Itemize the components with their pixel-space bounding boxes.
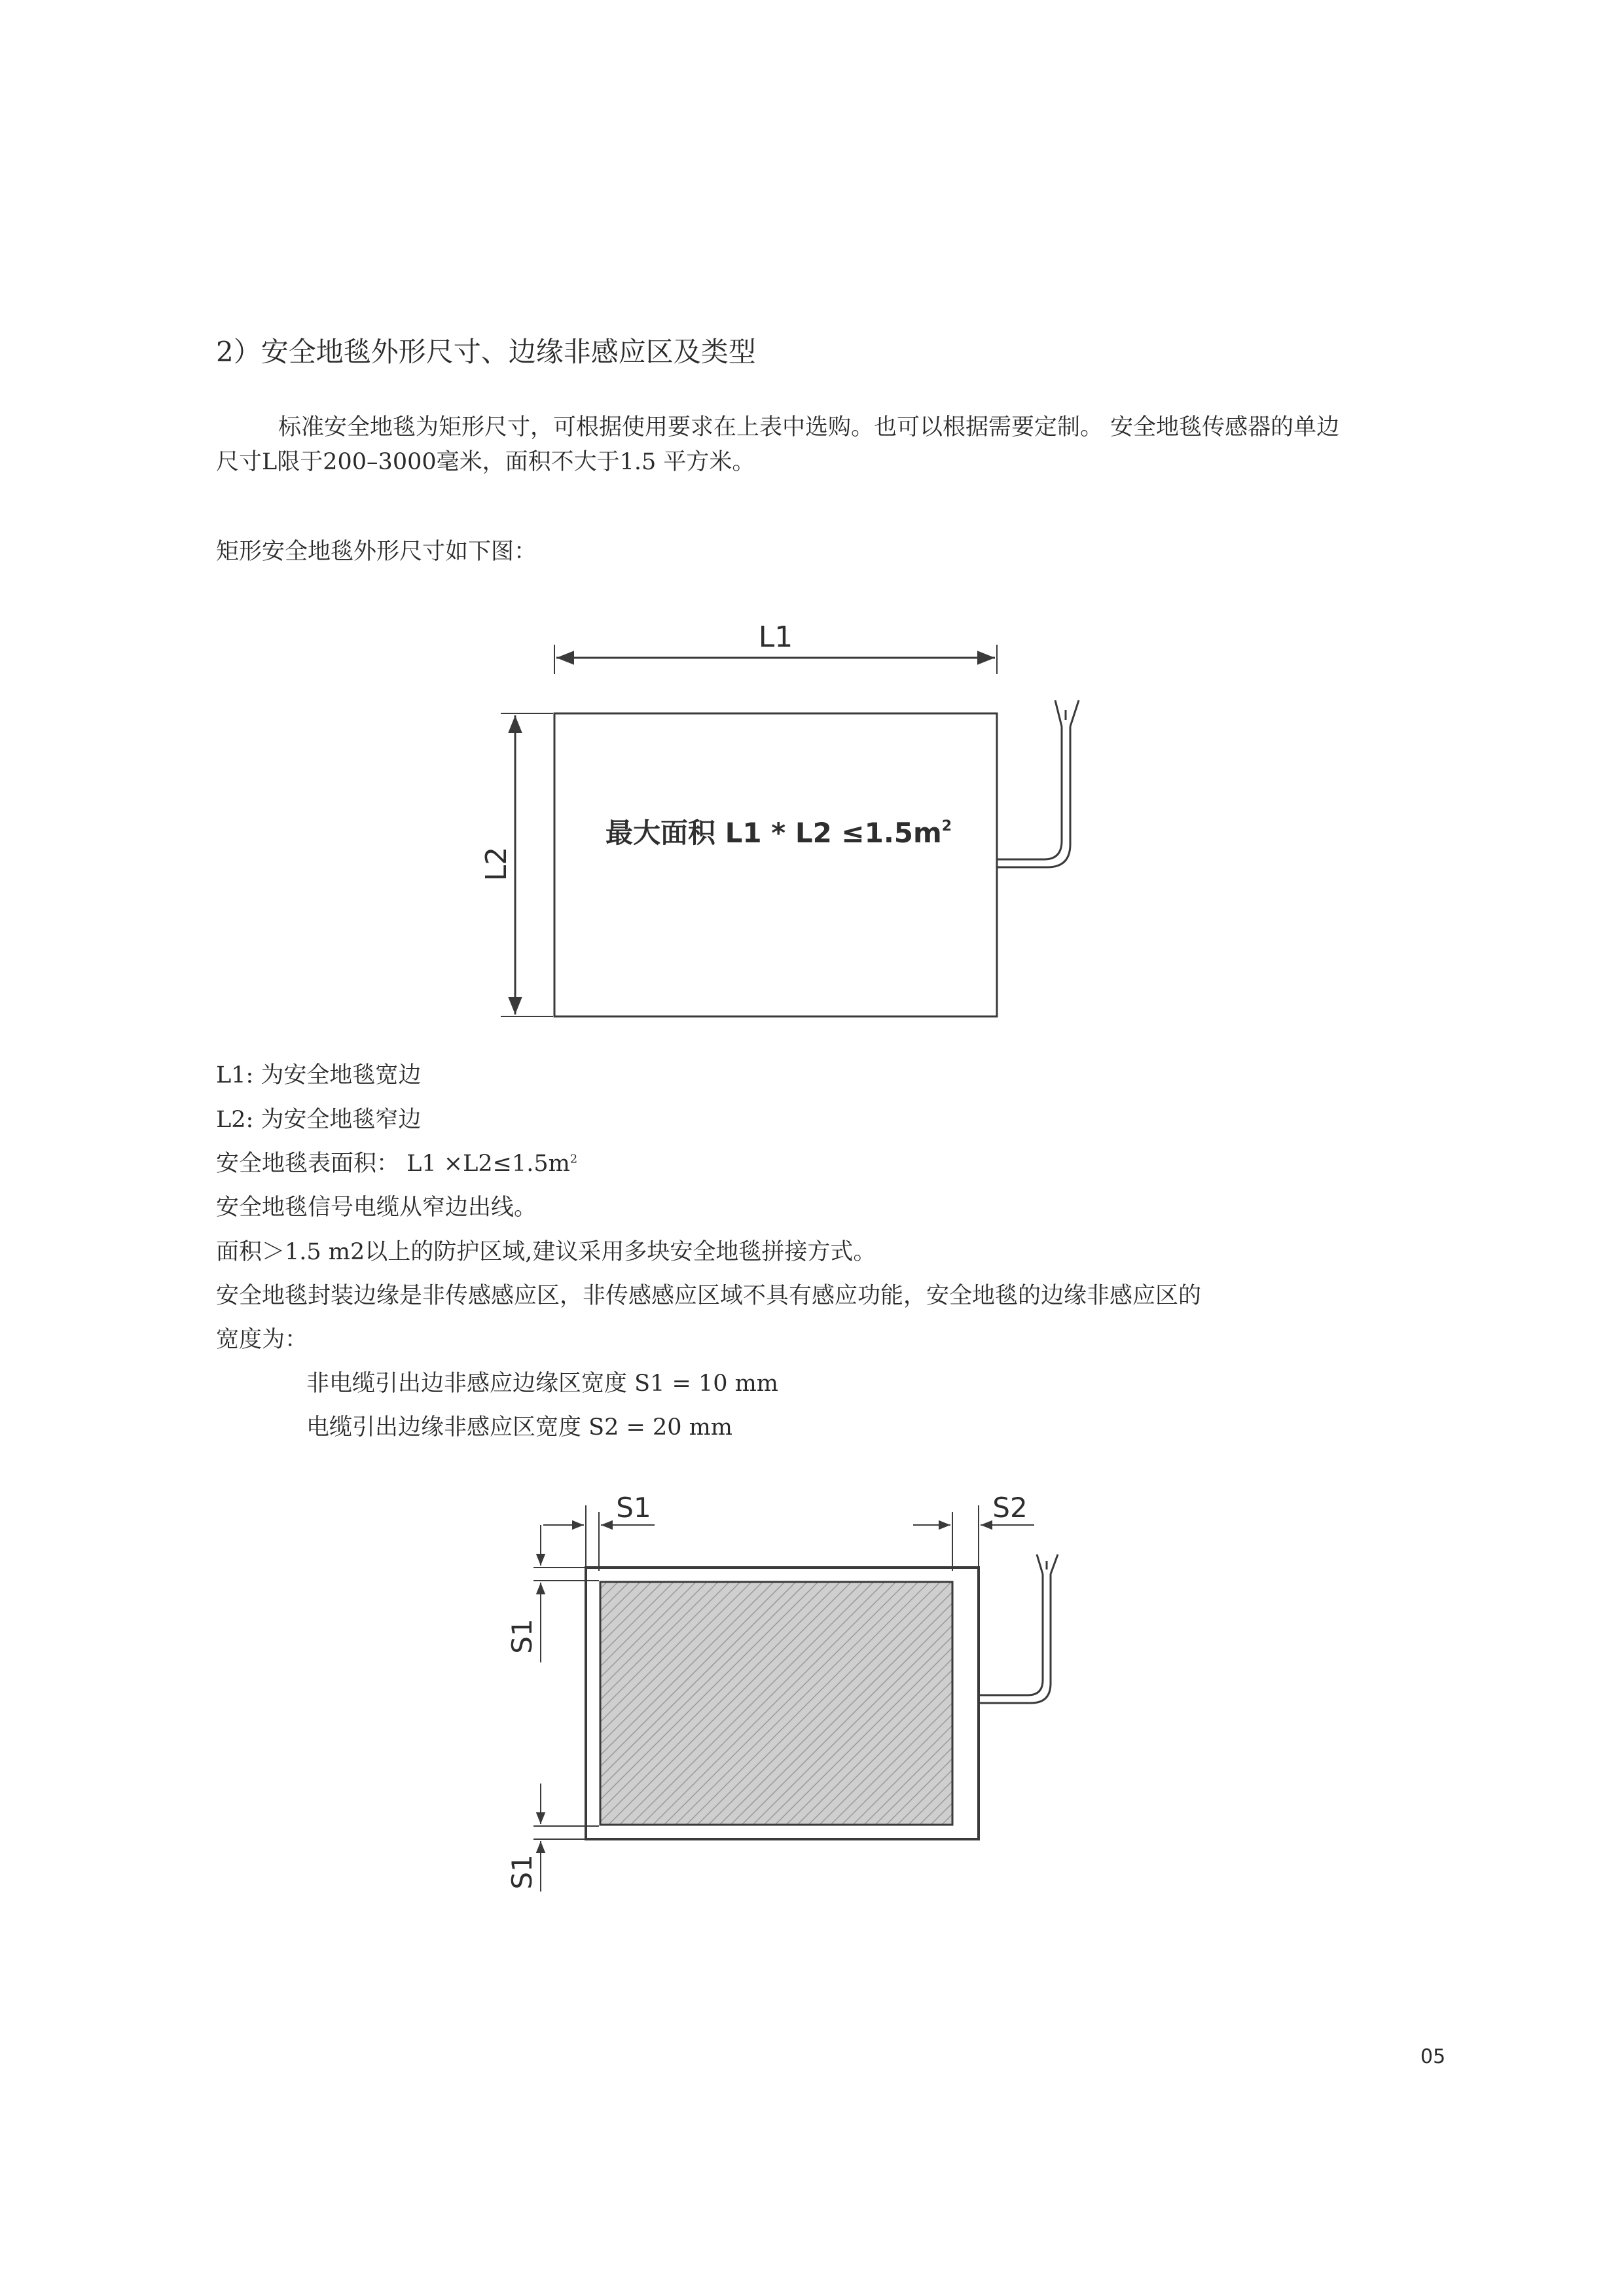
s1-top-label: S1	[616, 1492, 651, 1524]
paragraph-line-1: 标准安全地毯为矩形尺寸，可根据使用要求在上表中选购。也可以根据需要定制。 安全地毯传感器的单边	[278, 414, 1340, 440]
l1-definition: L1: 为安全地毯宽边	[216, 1062, 422, 1088]
s1-spec: 非电缆引出边非感应边缘区宽度 S1 = 10 mm	[306, 1371, 778, 1397]
section-heading: 2）安全地毯外形尺寸、边缘非感应区及类型	[216, 336, 756, 368]
l2-label: L2	[480, 846, 513, 882]
edge-note-line-1: 安全地毯封装边缘是非传感感应区，非传感感应区域不具有感应功能，安全地毯的边缘非感应区的	[216, 1283, 1202, 1309]
page-number: 05	[1420, 2045, 1446, 2068]
paragraph-line-2: 尺寸L限于200–3000毫米，面积不大于1.5 平方米。	[216, 449, 755, 475]
cable2-wire-ends-icon	[1037, 1554, 1058, 1574]
s2-top-label: S2	[992, 1492, 1028, 1524]
s1-left-upper-label: S1	[506, 1619, 538, 1654]
sensing-area	[600, 1582, 952, 1825]
cable2-inner	[979, 1574, 1051, 1703]
s2-spec: 电缆引出边缘非感应区宽度 S2 = 20 mm	[306, 1414, 732, 1441]
l2-definition: L2: 为安全地毯窄边	[216, 1107, 422, 1133]
large-area-note: 面积＞1.5 m2以上的防护区域,建议采用多块安全地毯拼接方式。	[216, 1239, 876, 1265]
s1-left-lower-label: S1	[506, 1854, 538, 1890]
cable-note: 安全地毯信号电缆从窄边出线。	[216, 1194, 537, 1221]
max-area-text: 最大面积 $L1 * L2 \le 1.5m^2$	[605, 817, 952, 849]
cable2-outer	[979, 1574, 1043, 1695]
l1-label: L1	[758, 620, 793, 654]
figure-intro: 矩形安全地毯外形尺寸如下图：	[216, 539, 537, 565]
edge-note-line-2: 宽度为：	[216, 1327, 308, 1353]
area-definition: 安全地毯表面积： $L1 \times L2\le 1.5m^2$	[216, 1151, 578, 1177]
